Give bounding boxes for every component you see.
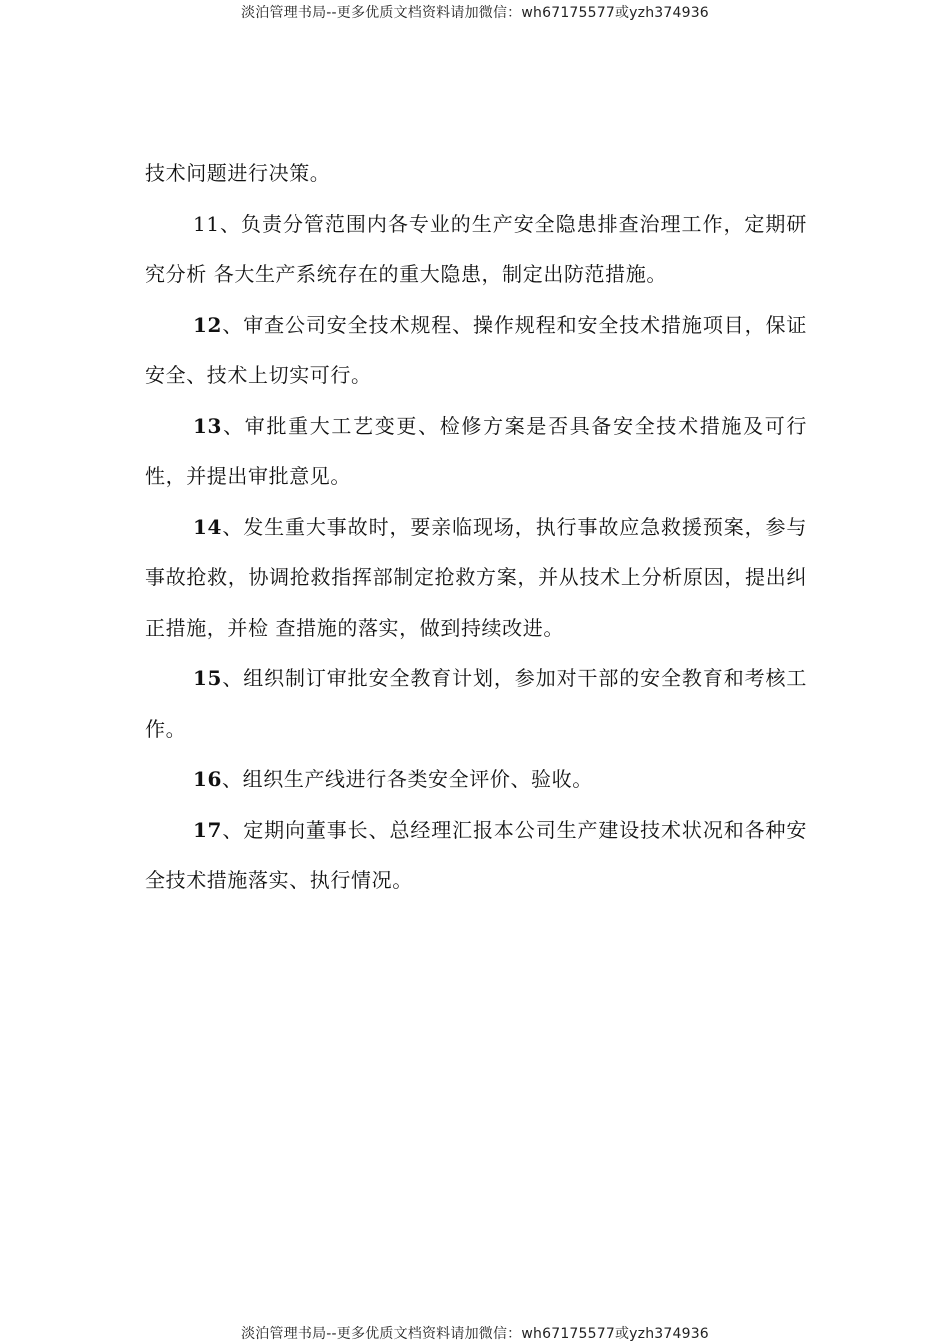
item-number: 14 — [193, 514, 223, 539]
paragraph-item-14 — [145, 502, 807, 654]
paragraph-item-12 — [145, 300, 807, 401]
item-number: 12 — [193, 312, 223, 337]
paragraph-text: 、组织制订审批安全教育计划，参加对干部的安全教育和考核工作。 — [145, 666, 807, 741]
page-header-note: 淡泊管理书局--更多优质文档资料请加微信：wh67175577或yzh374936 — [241, 5, 709, 21]
paragraph-continuation — [145, 148, 807, 199]
paragraph-text: 、负责分管范围内各专业的生产安全隐患排查治理工作，定期研究分析 各大生产系统存在的重大隐患，制定出防范措施。 — [145, 211, 807, 286]
item-number: 11 — [193, 211, 220, 236]
paragraph-text: 、组织生产线进行各类安全评价、验收。 — [222, 767, 593, 791]
paragraph-text: 、定期向董事长、总经理汇报本公司生产建设技术状况和各种安全技术措施落实、执行情况。 — [145, 817, 807, 892]
page-footer-note: 淡泊管理书局--更多优质文档资料请加微信：wh67175577或yzh374936 — [241, 1326, 709, 1342]
document-body — [145, 148, 807, 906]
item-number: 17 — [193, 817, 223, 842]
paragraph-item-11 — [145, 199, 807, 300]
paragraph-item-17 — [145, 805, 807, 906]
paragraph-item-13 — [145, 401, 807, 502]
paragraph-text: 、审批重大工艺变更、检修方案是否具备安全技术措施及可行性，并提出审批意见。 — [145, 413, 807, 488]
paragraph-item-16 — [145, 754, 807, 805]
paragraph-text: 技术问题进行决策。 — [145, 161, 331, 185]
item-number: 16 — [193, 767, 223, 791]
item-number: 13 — [193, 413, 223, 438]
paragraph-text: 、发生重大事故时，要亲临现场，执行事故应急救援预案，参与事故抢救，协调抢救指挥部制定抢救方案，并从技术上分析原因，提出纠正措施，并检 查措施的落实，做到持续改进。 — [145, 514, 807, 640]
item-number: 15 — [193, 666, 223, 690]
paragraph-item-15 — [145, 653, 807, 754]
paragraph-text: 、审查公司安全技术规程、操作规程和安全技术措施项目，保证安全、技术上切实可行。 — [145, 312, 807, 387]
